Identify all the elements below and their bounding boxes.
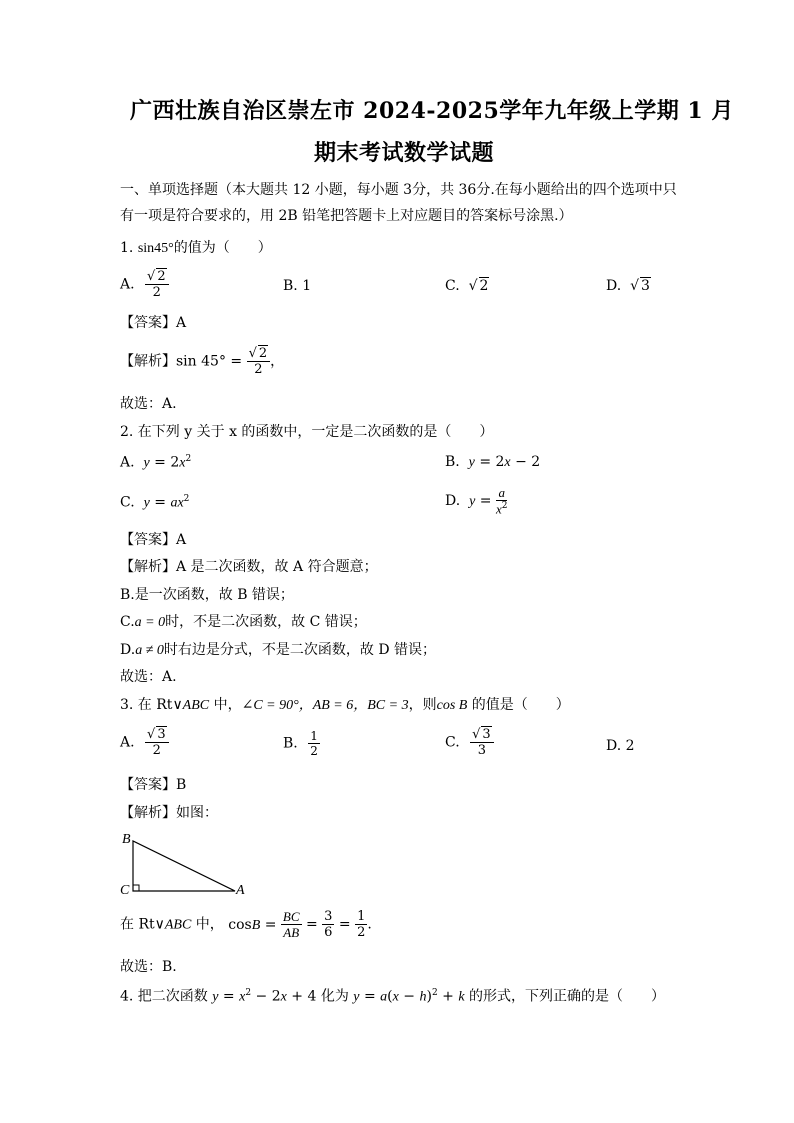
q3-stem: 3. 在 Rt∨ABC 中，∠C = 90°，AB = 6，BC = 3，则cos B 的值是（ ） [120, 697, 570, 713]
right-angle-mark [133, 885, 139, 891]
q1-stem: 1. sin45°的值为（ ） [120, 240, 272, 256]
vertex-a-label: A [236, 883, 245, 898]
q2-analysis-line-4: D.a ≠ 0时右边是分式，不是二次函数，故 D 错误； [120, 642, 436, 658]
q3-option-d: D. 2 [606, 738, 635, 754]
vertex-b-label: B [122, 832, 131, 847]
triangle-figure [116, 828, 256, 900]
q2-conclusion: 故选：A. [120, 669, 177, 685]
title-line-2: 期末考试数学试题 [314, 140, 495, 166]
q3-option-c: C. $\frac{√ 3}{3}$ [445, 728, 494, 757]
q1-option-a: A. $\frac{√ 2}{2}$ [120, 270, 169, 299]
q2-stem: 2. 在下列 y 关于 x 的函数中，一定是二次函数的是（ ） [120, 424, 494, 440]
q4-stem: 4. 把二次函数 $y = x^2 - 2x + 4$ 化为 $y = a(x - h)^2 + k$ 的形式，下列正确的是（ ） [120, 988, 665, 1005]
triangle-outline [133, 841, 235, 891]
q2-analysis-line-1: 【解析】A 是二次函数，故 A 符合题意； [120, 559, 378, 575]
q3-analysis: 【解析】如图： [120, 805, 218, 821]
q2-option-a: A. $y = 2x^2$ [120, 454, 192, 471]
q1-option-b: B. 1 [283, 278, 312, 294]
q1-option-c: C. √ 2 [445, 278, 489, 294]
section-intro-line-2: 有一项是符合要求的，用 2B 铅笔把答题卡上对应题目的答案标号涂黑.） [120, 208, 573, 224]
q3-calculation: 在 Rt∨ABC 中， cosB = $\frac{BC}{AB}$ = $\frac{3}{6}$ = $\frac{1}{2}$ . [120, 909, 372, 940]
section-intro-line-1: 一、单项选择题（本大题共 12 小题，每小题 3分，共 36分.在每小题给出的四个选项中只 [120, 182, 677, 198]
q1-conclusion: 故选：A. [120, 396, 177, 412]
q2-analysis-line-3: C.a = 0时，不是二次函数，故 C 错误； [120, 614, 367, 630]
q1-option-d: D. √ 3 [606, 278, 650, 294]
title-line-1: 广西壮族自治区崇左市 2024-2025学年九年级上学期 1 月 [130, 98, 734, 124]
q3-option-b: B. $\frac{1}{2}$ [283, 729, 318, 758]
q2-option-b: B. y = 2x − 2 [445, 454, 541, 470]
q3-conclusion: 故选：B. [120, 959, 177, 975]
q3-option-a: A. $\frac{√ 3}{2}$ [120, 728, 169, 757]
q2-answer: 【答案】A [120, 532, 187, 548]
q2-option-d: D. y = $\frac{a}{x^2}$ [445, 485, 508, 517]
q1-answer: 【答案】A [120, 315, 187, 331]
q2-analysis-line-2: B.是一次函数，故 B 错误； [120, 587, 294, 603]
q3-answer: 【答案】B [120, 777, 187, 793]
q1-analysis: 【解析】sin 45° = $\frac{√ 2}{2}$ ， [120, 346, 285, 377]
q2-option-c: C. $y = ax^2$ [120, 494, 190, 511]
vertex-c-label: C [120, 883, 130, 898]
